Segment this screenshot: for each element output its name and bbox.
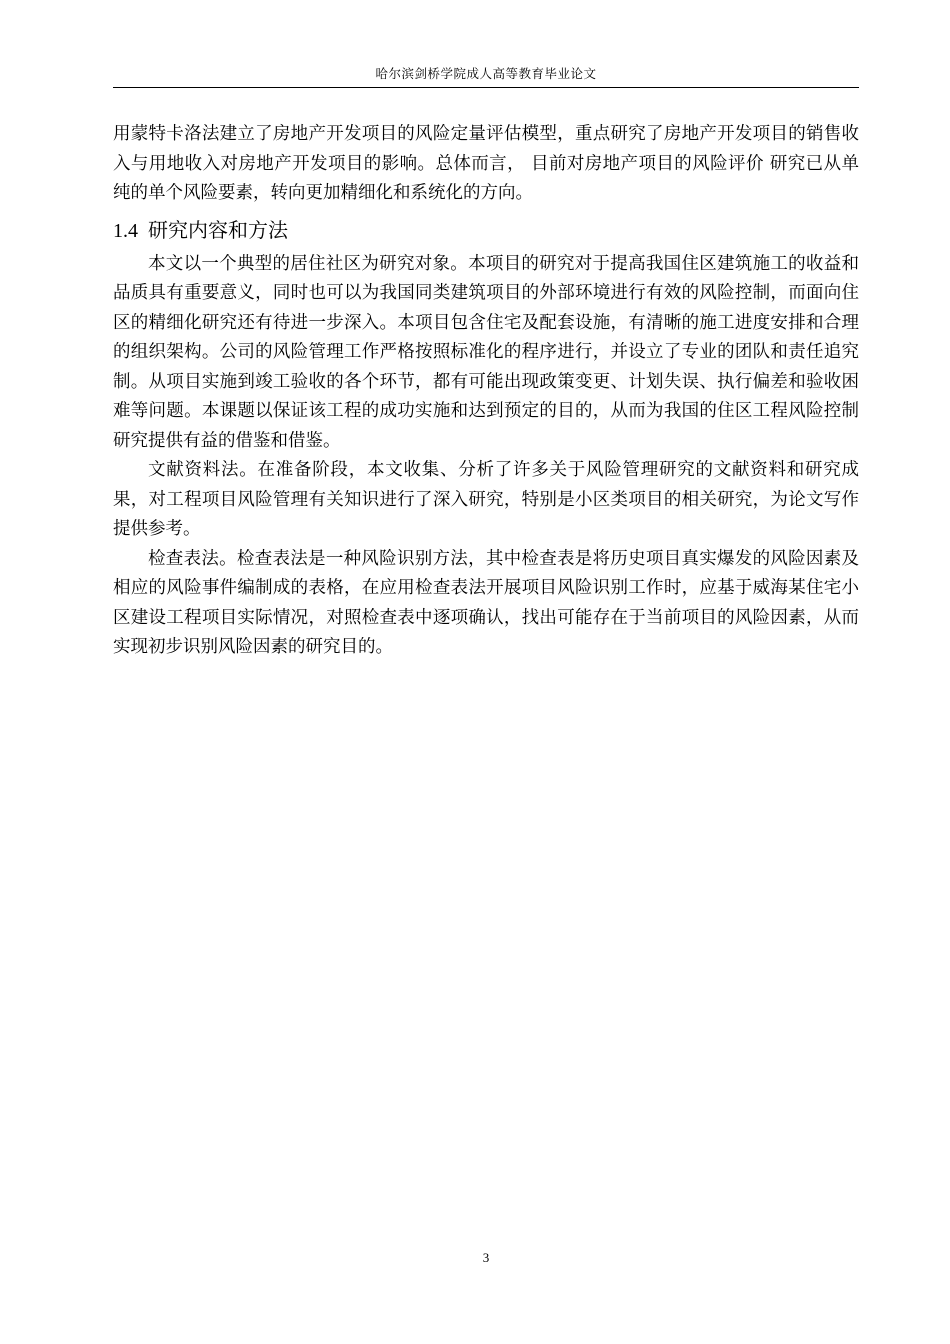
section-number: 1.4 — [113, 219, 138, 242]
header-divider — [113, 87, 859, 88]
page-body — [113, 120, 859, 663]
page-number: 3 — [482, 1250, 490, 1265]
intro-paragraph: 用蒙特卡洛法建立了房地产开发项目的风险定量评估模型，重点研究了房地产开发项目的销售收入与用地收入对房地产开发项目的影响。总体而言， 目前对房地产项目的风险评价 研究已从单纯的单个风险要素，转向更加精细化和系统化的方向。 — [113, 124, 859, 203]
page-header-title: 哈尔滨剑桥学院成人高等教育毕业论文 — [375, 66, 597, 81]
body-paragraph-checklist-method: 检查表法。检查表法是一种风险识别方法，其中检查表是将历史项目真实爆发的风险因素及相应的风险事件编制成的表格，在应用检查表法开展项目风险识别工作时，应基于威海某住宅小区建设工程项目实际情况，对照检查表中逐项确认，找出可能存在于当前项目的风险因素，从而实现初步识别风险因素的研究目的。 — [113, 548, 859, 657]
body-paragraph-research-content: 本文以一个典型的居住社区为研究对象。本项目的研究对于提高我国住区建筑施工的收益和品质具有重要意义，同时也可以为我国同类建筑项目的外部环境进行有效的风险控制，而面向住区的精细化研究还有待进一步深入。本项目包含住宅及配套设施，有清晰的施工进度安排和合理的组织架构。公司的风险管理工作严格按照标准化的程序进行，并设立了专业的团队和责任追究制。从项目实施到竣工验收的各个环节，都有可能出现政策变更、计划失误、执行偏差和验收困难等问题。本课题以保证该工程的成功实施和达到预定的目的，从而为我国的住区工程风险控制研究提供有益的借鉴和借鉴。 — [113, 253, 859, 451]
section-heading — [113, 217, 859, 244]
body-paragraph-literature-method: 文献资料法。在准备阶段，本文收集、分析了许多关于风险管理研究的文献资料和研究成果，对工程项目风险管理有关知识进行了深入研究，特别是小区类项目的相关研究，为论文写作提供参考。 — [113, 460, 859, 539]
section-title: 研究内容和方法 — [148, 217, 288, 242]
